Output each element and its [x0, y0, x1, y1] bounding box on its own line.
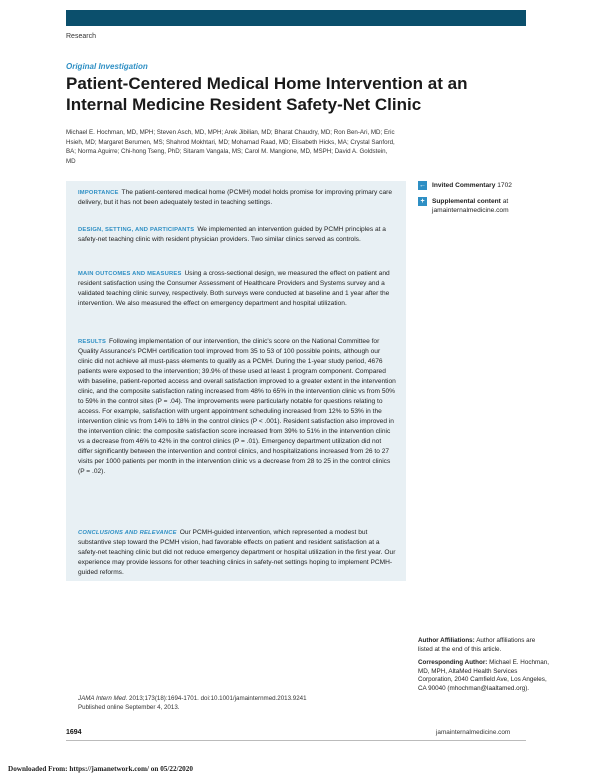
affiliations-label: Author Affiliations: [418, 637, 475, 644]
outcomes-heading: MAIN OUTCOMES AND MEASURES [78, 271, 182, 277]
commentary-page: 1702 [497, 182, 512, 189]
supplemental-site: jamainternalmedicine.com [432, 207, 509, 214]
footer-divider [66, 740, 526, 741]
corresponding-label: Corresponding Author: [418, 659, 488, 667]
page-number: 1694 [66, 729, 82, 736]
article-type: Original Investigation [66, 62, 148, 71]
article-title: Patient-Centered Medical Home Intervention at an Internal Medicine Resident Safety-Net Clinic [66, 74, 468, 114]
journal-domain[interactable]: jamainternalmedicine.com [436, 729, 511, 736]
abstract-conclusions [78, 528, 396, 578]
design-text: We implemented an intervention guided by PCMH principles at a safety-net teaching clinic with resident physician providers. Two similar clinics served as controls. [78, 226, 386, 243]
abstract-design [78, 225, 396, 245]
affiliations-text: Author affiliations are listed at the end of this article. [418, 637, 536, 653]
conclusions-heading: CONCLUSIONS AND RELEVANCE [78, 530, 177, 536]
supplemental-label: Supplemental content [432, 198, 501, 205]
outcomes-text: Using a cross-sectional design, we measured the effect on patient and resident satisfaction using the Consumer Assessment of Healthcare Providers and Systems survey and a validated teaching clinic survey, respectively. Both surveys were conducted at baseline and 1 year after the intervention. We also measured the effect on emergency department and hospital utilization. [78, 270, 390, 307]
abstract-results [78, 337, 396, 477]
author-list: Michael E. Hochman, MD, MPH; Steven Asch, MD, MPH; Arek Jibilian, MD; Bharat Chaudry, MD; Ron Ben-Ari, MD; Eric Hsieh, MD; Margaret Berumen, MS; Shahrod Mokhtari, MD; Mohamad Raad, MD; Elisabeth Hicks, MA; Crystal Sanford, BA; Norma Aguirre; Chi-hong Tseng, PhD; Sitaram Vangala, MS; Carol M. Mangione, MD, MSPH; David A. Goldstein, MD [66, 129, 395, 165]
abstract-outcomes [78, 269, 396, 309]
results-heading: RESULTS [78, 339, 107, 345]
importance-text: The patient-centered medical home (PCMH) model holds promise for improving primary care delivery, but it has not been adequately tested in teaching settings. [78, 189, 392, 206]
results-text: Following implementation of our intervention, the clinic's score on the National Committee for Quality Assurance's PCMH certification tool improved from 35 to 53 of 100 possible points, although our clinic did not achieve all must-pass elements to qualify as a PCMH. During the 1-year study period, 4676 patients were exposed to the intervention; 39.9% of these used at least 1 program component. Compared with baseline, patient-reported access and overall satisfaction improved to a greater extent in the intervention clinic, and the composite satisfaction rating increased from 48% to 65% in the intervention clinic vs from 50% to 59% in the control sites (P = .04). The improvements were particularly notable for questions relating to access. For example, satisfaction with urgent appointment scheduling increased from 12% to 53% in the intervention clinic vs from 14% to 18% in the control clinics (P < .001). Resident satisfaction also improved in the intervention clinic: the composite satisfaction score increased from 39% to 51% in the intervention clinic vs a decrease from 46% to 42% in the control clinics (P = .01). Emergency department utilization did not differ significantly between the intervention and control clinics, and hospitalizations increased from 26 to 27 visits per 1000 patients per month in the intervention clinic vs a decrease from 28 to 25 in the control clinics (P = .02). [78, 338, 396, 475]
citation-details: 2013;173(18):1694-1701. doi:10.1001/jamainternmed.2013.9241 [129, 695, 307, 702]
journal-name: JAMA Intern Med. [78, 695, 128, 702]
citation [78, 694, 378, 712]
plus-icon: + [418, 197, 427, 206]
design-heading: DESIGN, SETTING, AND PARTICIPANTS [78, 227, 195, 233]
download-notice: Downloaded From: https://jamanetwork.com/ on 05/22/2020 [8, 765, 193, 773]
author-affiliations [418, 637, 550, 694]
section-label: Research [66, 33, 96, 40]
published-date: Published online September 4, 2013. [78, 704, 180, 711]
header-bar [66, 10, 526, 26]
supplemental-suffix: at [502, 198, 509, 205]
abstract-importance [78, 188, 396, 208]
commentary-label: Invited Commentary [432, 182, 496, 189]
importance-heading: IMPORTANCE [78, 190, 119, 196]
abstract-box [66, 181, 406, 581]
conclusions-text: Our PCMH-guided intervention, which represented a modest but substantive step toward the PCMH vision, had favorable effects on patient and resident satisfaction at a safety-net teaching clinic but did not reduce emergency department or hospital utilization in the first year. Our experience may provide lessons for other teaching clinics in safety-net settings hoping to implement PCMH-guided reforms. [78, 529, 396, 576]
corresponding-text: Michael E. Hochman, MD, MPH, AltaMed Health Services Corporation, 2040 Camfield Ave, Los Angeles, CA 90040 (mhochman@laaltamed.org). [418, 659, 549, 692]
arrow-left-icon: ← [419, 182, 426, 189]
